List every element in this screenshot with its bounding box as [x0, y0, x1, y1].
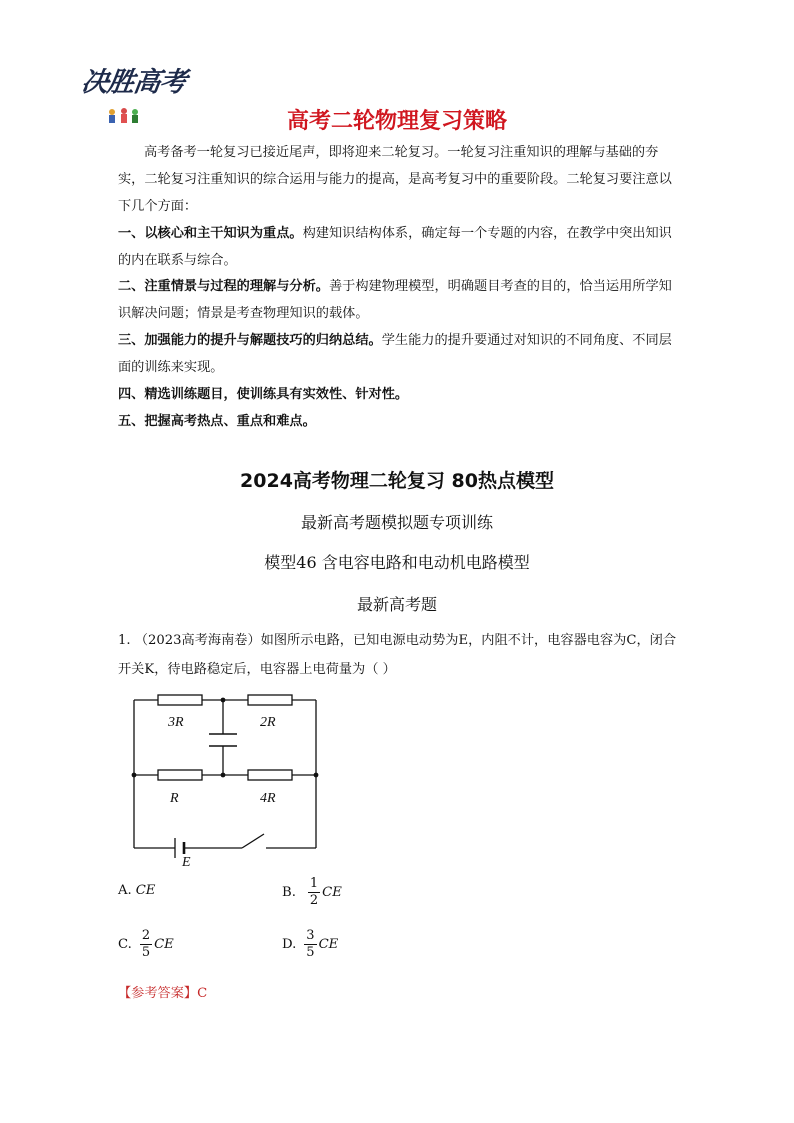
point-3-text: 学生能力的提升要通过对知识的不同角度、不同层面的训练来实现。 — [118, 333, 672, 375]
point-2-text: 善于构建物理模型，明确题目考查的目的，恰当运用所学知识解决问题；情景是考查物理知识的载体。 — [118, 279, 672, 321]
option-a-letter: A. — [118, 883, 132, 898]
question-number: 1. — [118, 633, 131, 648]
main-heading: 2024高考物理二轮复习 80热点模型 — [240, 470, 554, 492]
circuit-diagram — [124, 686, 334, 872]
point-1 — [118, 220, 678, 274]
option-c-denominator: 5 — [141, 945, 151, 960]
option-a[interactable] — [118, 883, 155, 898]
point-2 — [118, 273, 678, 327]
point-5 — [118, 408, 678, 435]
option-d[interactable] — [282, 928, 338, 961]
logo-text: 决胜高考 — [79, 67, 188, 98]
label-4r: 4R — [260, 791, 276, 806]
point-5-heading: 五、把握高考热点、重点和难点。 — [118, 414, 316, 429]
capacitor-icon — [209, 734, 237, 746]
resistor-3r — [158, 695, 202, 705]
option-d-letter: D. — [282, 937, 297, 952]
option-a-value: CE — [135, 883, 156, 898]
section-heading: 最新高考题 — [356, 595, 437, 614]
point-1-text: 构建知识结构体系，确定每一个专题的内容，在教学中突出知识的内在联系与综合。 — [118, 226, 672, 268]
resistor-4r — [248, 770, 292, 780]
sub-heading: 最新高考题模拟题专项训练 — [300, 513, 493, 532]
option-b-letter: B. — [282, 885, 296, 900]
point-3 — [118, 327, 678, 381]
intro-paragraph: 高考备考一轮复习已接近尾声，即将迎来二轮复习。一轮复习注重知识的理解与基础的夯实，二轮复习注重知识的综合运用与能力的提高，是高考复习中的重要阶段。二轮复习要注意以下几个方面： — [118, 145, 672, 214]
option-c[interactable] — [118, 928, 174, 961]
resistor-r — [158, 770, 202, 780]
option-c-value: CE — [154, 937, 174, 952]
point-4-heading: 四、精选训练题目，使训练具有实效性、针对性。 — [118, 387, 409, 402]
label-2r: 2R — [260, 715, 276, 730]
point-1-heading: 一、以核心和主干知识为重点。 — [118, 226, 303, 241]
resistor-2r — [248, 695, 292, 705]
option-d-numerator: 3 — [306, 928, 315, 943]
option-d-denominator: 5 — [306, 945, 315, 960]
option-d-fraction — [304, 928, 316, 961]
label-3r: 3R — [168, 715, 184, 730]
question-source: （2023高考海南卷） — [134, 633, 261, 648]
point-2-heading: 二、注重情景与过程的理解与分析。 — [118, 279, 329, 294]
question-text: 如图所示电路，已知电源电动势为E，内阻不计，电容器电容为C，闭合开关K，待电路稳定后，电容器上电荷量为（ ） — [118, 633, 677, 677]
option-c-letter: C. — [118, 937, 132, 952]
option-b-fraction — [308, 876, 320, 909]
option-c-numerator: 2 — [141, 928, 151, 943]
label-r: R — [170, 791, 179, 806]
point-3-heading: 三、加强能力的提升与解题技巧的归纳总结。 — [118, 333, 382, 348]
option-d-value: CE — [318, 937, 339, 952]
option-b[interactable] — [282, 876, 342, 909]
point-4 — [118, 381, 678, 408]
option-c-fraction — [140, 928, 152, 961]
switch-icon — [242, 834, 264, 848]
question-1 — [118, 626, 688, 684]
option-b-numerator: 1 — [309, 876, 319, 891]
model-heading: 模型46 含电容电路和电动机电路模型 — [264, 553, 530, 572]
option-b-denominator: 2 — [309, 893, 319, 908]
option-b-value: CE — [322, 885, 342, 900]
reference-answer: 【参考答案】C — [118, 986, 208, 1001]
document-title: 高考二轮物理复习策略 — [286, 109, 507, 134]
label-e: E — [182, 855, 191, 870]
